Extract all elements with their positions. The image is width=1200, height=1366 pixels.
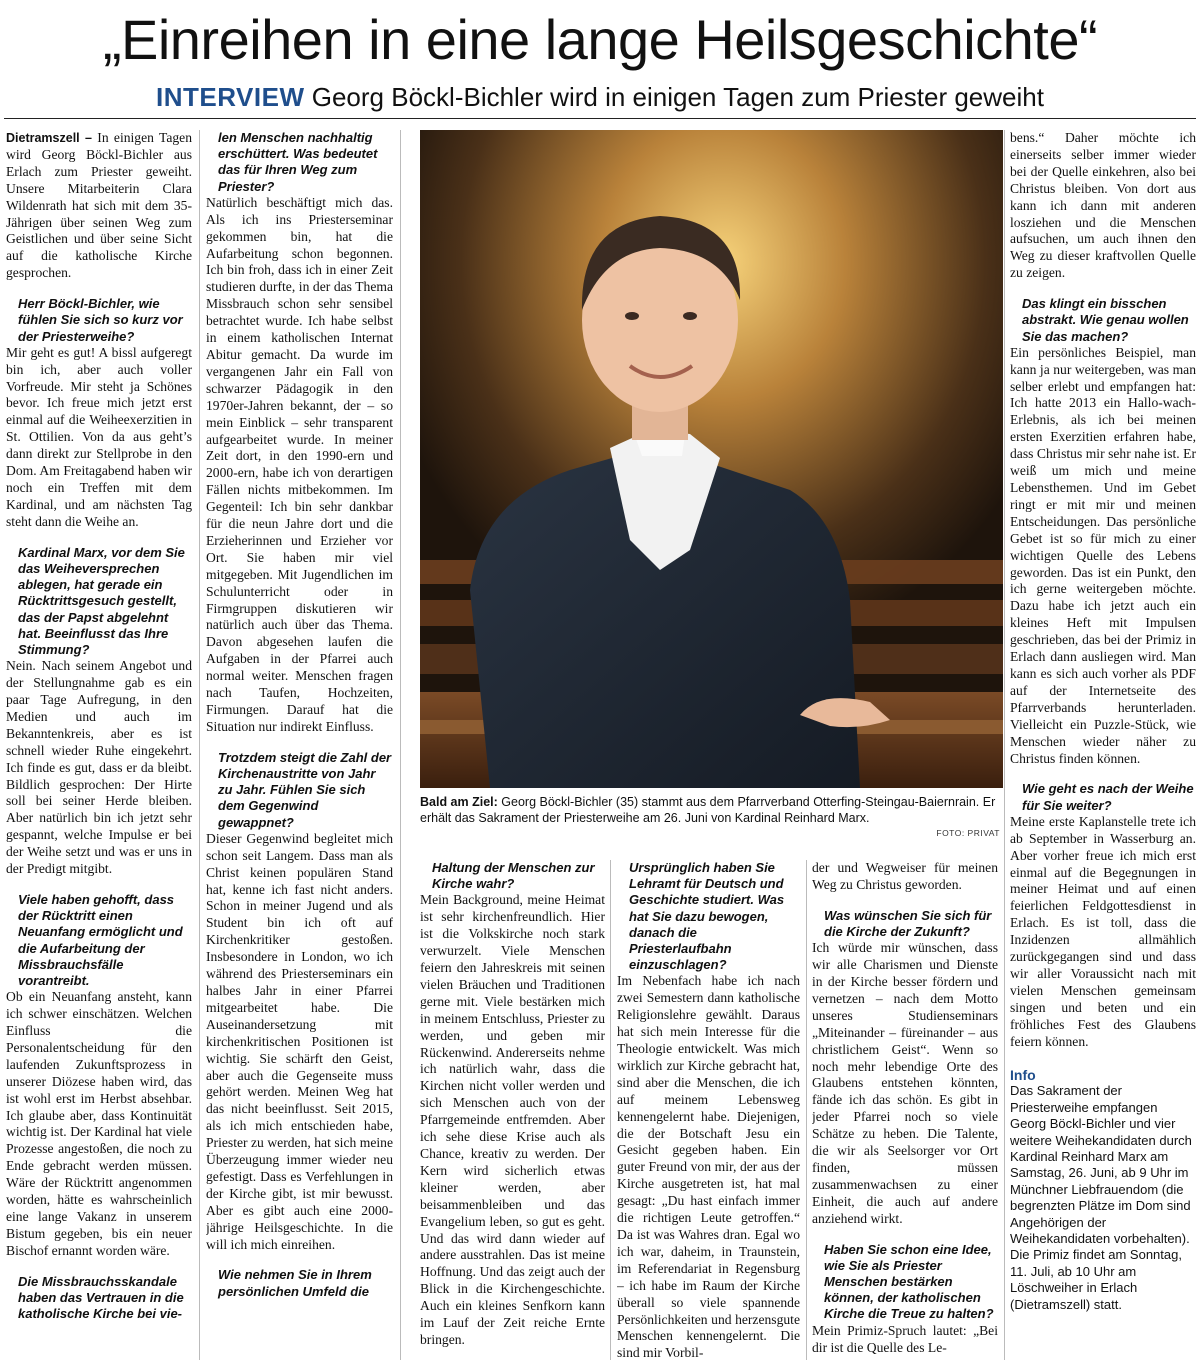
header-rule: [4, 118, 1196, 119]
intro: [6, 130, 192, 282]
column-2: [206, 130, 393, 1366]
answer: Natürlich beschäftigt mich das. Als ich ins Priesterseminar gekommen bin, hat die Aufarbeitung schon begonnen. Ich bin froh, dass ich in einer Zeit studieren durfte, in der das Thema Missbrauch schon sehr sensibel betrachtet wurde. Ich habe selbst in einem katholischen Internat Abitur gemacht. Da wurde im vergangenen Jahr ein Fall von schwarzer Pädagogik in den 1970er-Jahren bekannt, der – so mein Einblick – sehr transparent aufgearbeitet wurde. In meiner Zeit dort, in den 1990-ern und 2000-ern, habe ich von derartigen Fällen nichts mitbekommen. Im Gegenteil: Ich bin sehr dankbar für die neun Jahre dort und die Erzieherinnen und Erzieher vor Ort. Sie haben mir viel mitgegeben. Mit Jugendlichen im Schulunterricht oder in Firmgruppen diskutieren wir natürlich auch über das Thema. Davon abgesehen laufen die Aufgaben in der Pfarrei auch normal weiter. Menschen fragen nach Taufen, Hochzeiten, Firmungen. Darauf hat die Situation nur indirekt Einfluss.: [206, 194, 393, 734]
answer: Dieser Gegenwind begleitet mich schon seit Langem. Dass man als Christ keinen populären Stand hat, kenne ich fast nicht anders. Schon in meiner Jugend und als Student bin ich oft auf Kirchenkritiker gestoßen. Insbesondere in London, wo ich während des Priesterseminars ein halbes Jahr in einer Pfarrei mitgearbeitet habe. Die Auseinandersetzung mit kirchenkritischen Positionen ist wichtig. Sie schärft den Geist, aber auch die Gegenseite muss gehört werden. Meinen Weg hat das nicht beeinflusst. Seit 2015, als ich mich entschieden habe, Priester zu werden, hat sich meine Überzeugung immer wieder neu gefestigt. Dass es Verfehlungen in der Kirche gibt, ist mir bewusst. Aber es gibt auch eine 2000-jährige Heilsgeschichte. In die will ich mich einreihen.: [206, 830, 393, 1252]
question: Haltung der Menschen zur Kirche wahr?: [432, 860, 595, 892]
column-4: [617, 860, 800, 1366]
subheadline: [0, 80, 1200, 114]
question: Trotzdem steigt die Zahl der Kirchenaustritte von Jahr zu Jahr. Fühlen Sie sich dem Gegenwind gewappnet?: [218, 749, 392, 830]
column-3: [420, 860, 605, 1366]
column-separator: [806, 860, 807, 1360]
question: Das klingt ein bisschen abstrakt. Wie genau wollen Sie das machen?: [1022, 296, 1189, 344]
info-text: Das Sakrament der Priesterweihe empfangen Georg Böckl-Bichler und vier weitere Weihekandidaten durch Kardinal Reinhard Marx am Samstag, 26. Juni, ab 9 Uhr im Münchner Liebfrauendom (die begrenzten Plätze im Dom sind Angehörigen der Weihekandidaten vorbehalten). Die Primiz findet am Sonntag, 11. Juli, ab 10 Uhr am Löschweiher in Erlach (Dietramszell) statt.: [1010, 1083, 1192, 1312]
question: Wie nehmen Sie in Ihrem persönlichen Umfeld die: [218, 1267, 372, 1299]
info-heading: Info: [1010, 1066, 1036, 1083]
question: Ursprünglich haben Sie Lehramt für Deutsch und Geschichte studiert. Was hat Sie dazu bewogen, danach die Priesterlaufbahn einzuschlagen?: [629, 860, 785, 973]
answer: Mein Background, meine Heimat ist sehr kirchenfreundlich. Hier ist die Volkskirche noch stark verwurzelt. Viele Menschen feiern den Jahreskreis mit seinen vielen Bräuchen und Traditionen gerne mit. Viele bestärken mich in meinem Entschluss, Priester zu werden, und geben mir Rückenwind. Andererseits nehme ich natürlich wahr, dass die Kirchen nicht voller werden und sich Menschen auch von der Pfarrgemeinde entfremden. Aber ich sehe diese Krise auch als Chance, kreativ zu werden. Der Kern wird sicherlich etwas kleiner werden, aber beisammenbleiben und das Evangelium leben, so gut es geht. Und das wird dann wieder auf andere ausstrahlen. Das ist meine Hoffnung. Und das zeigt auch der Blick in die Kirchengeschichte. Auch ein kleines Senfkorn kann im Lauf der Zeit reiche Ernte bringen.: [420, 892, 605, 1347]
intro-text: In einigen Tagen wird Georg Böckl-Bichler aus Erlach zum Priester geweiht. Unsere Mitarbeiterin Clara Wildenrath hat sich mit dem 35-Jährigen über seinen Weg zum Geistlichen und über seine Sicht auf die katholische Kirche gesprochen.: [6, 130, 192, 281]
caption-text: Georg Böckl-Bichler (35) stammt aus dem Pfarrverband Otterfing-Steingau-Baiernrain. Er erhält das Sakrament der Priesterweihe am 26. Juni von Kardinal Reinhard Marx.: [420, 795, 996, 825]
question: Herr Böckl-Bichler, wie fühlen Sie sich so kurz vor der Priesterweihe?: [18, 296, 183, 344]
answer: Meine erste Kaplanstelle trete ich ab September in Wasserburg an. Aber vorher freue ich mich erst einmal auf die Begegnungen in meiner Heimat und auf einen feierlichen Feldgottesdienst in Erlach. Es ist toll, dass die Inzidenzen allmählich zurückgegangen sind und dass wir aller Voraussicht nach mit vielen Menschen gemeinsam singen und beten und ein fröhliches Fest des Glaubens feiern können.: [1010, 813, 1196, 1049]
answer: Ein persönliches Beispiel, man kann ja nur weitergeben, was man selber erlebt und empfangen hat: Ich hatte 2013 ein Hallo-wach-Erlebnis, als ich bei meinen ersten Exerzitien erfahren habe, dass Christus mir sehr nahe ist. Er weiß um mich und meine Lebensthemen. Und im Gebet ringt er mit mir und meinen Entscheidungen. Das persönliche Gebet ist so für mich zu einer wichtigen Quelle des Lebens geworden. Das ist ein Punkt, den ich gerne weitergeben möchte. Dazu habe ich jetzt auch ein kleines Heft mit Impulsen geschrieben, das bei der Primiz in Erlach dann ausliegen wird. Man kann es sich auch vorher als PDF auf der Internetseite des Pfarrverbands herunterladen. Vielleicht ein Puzzle-Stück, wie Menschen wieder näher zu Christus finden können.: [1010, 344, 1196, 766]
dateline: Dietramszell –: [6, 131, 92, 145]
column-5: [812, 860, 998, 1366]
answer: bens.“ Daher möchte ich einerseits selber immer wieder bei der Quelle einkehren, also bei Christus bleiben. Von dort aus kann ich dann mit anderen losziehen und die Menschen aufsuchen, um auch ihnen den Weg zu dieser kraftvollen Quelle zu zeigen.: [1010, 130, 1196, 281]
question: Wie geht es nach der Weihe für Sie weiter?: [1022, 781, 1194, 813]
answer: Mir geht es gut! A bissl aufgeregt bin ich, aber auch voller Vorfreude. Mir steht ja Schönes bevor. Ich freue mich jetzt erst einmal auf die Weiheexerzitien in St. Ottilien. Von da aus geht’s dann direkt zur Stellprobe in den Dom. Am Freitagabend haben wir noch ein Treffen mit dem Kardinal, und am nächsten Tag steht dann die Weihe an.: [6, 344, 192, 529]
kicker: INTERVIEW: [156, 82, 305, 112]
photo-credit: FOTO: PRIVAT: [936, 828, 1000, 838]
answer: Nein. Nach seinem Angebot und der Stellungnahme gab es ein paar Tage Aufregung, in den Medien und auch im Bekanntenkreis, aber es ist schnell wieder Ruhe eingekehrt. Ich finde es gut, dass er da bleibt. Bildlich gesprochen: Der Hirte soll bei seiner Herde bleiben. Aber natürlich bin ich jetzt sehr gespannt, welche Impulse er bei der Weihe setzt und was er uns in der Predigt mitgibt.: [6, 658, 192, 877]
column-separator: [400, 130, 401, 1360]
answer: der und Wegweiser für meinen Weg zu Christus geworden.: [812, 860, 998, 892]
question: Die Missbrauchsskandale haben das Vertrauen in die katholische Kirche bei vie-: [18, 1273, 184, 1322]
column-separator: [610, 860, 611, 1360]
question: Kardinal Marx, vor dem Sie das Weiheversprechen ablegen, hat gerade ein Rücktrittsgesuch gestellt, das der Papst abgelehnt hat. Beeinflusst das Ihre Stimmung?: [18, 544, 185, 657]
question: len Menschen nachhaltig erschüttert. Was bedeutet das für Ihren Weg zum Priester?: [218, 130, 378, 194]
column-6: [1010, 130, 1196, 1366]
question: Viele haben gehofft, dass der Rücktritt einen Neuanfang ermöglicht und die Aufarbeitung der Missbrauchsfälle vorantreibt.: [18, 891, 183, 988]
caption-lead: Bald am Ziel:: [420, 795, 498, 809]
answer: Mein Primiz-Spruch lautet: „Bei dir ist die Quelle des Le-: [812, 1322, 998, 1355]
photo-caption: [420, 794, 1003, 826]
column-separator: [199, 130, 200, 1360]
portrait-photo-illustration: [420, 130, 1003, 788]
portrait-photo: [420, 130, 1003, 788]
answer: Im Nebenfach habe ich nach zwei Semestern dann katholische Religionslehre gewählt. Daraus hat sich mein Interesse für die Theologie entwickelt. Was mich wirklich zur Kirche gebracht hat, sind aber die Menschen, die ich auf meinem Lebensweg kennengelernt habe. Diejenigen, die der Botschaft Jesu ein Gesicht gegeben haben. Ein guter Freund von mir, der aus der Kirche ausgetreten ist, hat mal gesagt: „Du hast einfach immer die richtigen Leute getroffen.“ Da ist was Wahres dran. Egal wo ich war, daheim, in Traunstein, im Referendariat in Regensburg – ich habe im Raum der Kirche überall so viele spannende Persönlichkeiten und herzensgute Menschen kennengelernt. Die sind mir Vorbil-: [617, 973, 800, 1361]
column-separator: [1004, 130, 1005, 1360]
answer: Ich würde mir wünschen, dass wir alle Charismen und Dienste in der Kirche besser fördern und vernetzen – nach dem Motto unseres Studienseminars „Miteinander – füreinander – aus christlichem Geist“. Wenn so noch mehr lebendige Orte des Glaubens entstehen könnten, fände ich das schön. Es gibt in jeder Pfarrei noch so viele Schätze zu heben. Die Talente, die wir als Seelsorger vor Ort finden, müssen zusammenwachsen zu einer Einheit, die auch auf andere anziehend wirkt.: [812, 940, 998, 1226]
headline: „Einreihen in eine lange Heilsgeschichte“: [102, 8, 1098, 71]
question: Was wünschen Sie sich für die Kirche der Zukunft?: [824, 907, 992, 940]
subheadline-text: Georg Böckl-Bichler wird in einigen Tagen zum Priester geweiht: [311, 82, 1044, 112]
question: Haben Sie schon eine Idee, wie Sie als Priester Menschen bestärken können, der katholischen Kirche die Treue zu halten?: [824, 1241, 994, 1322]
column-1: [6, 130, 192, 1366]
answer: Ob ein Neuanfang ansteht, kann ich schwer einschätzen. Welchen Einfluss die Personalentscheidung für den laufenden Zukunftsprozess in unserer Diözese haben wird, das ist wohl erst im Herbst absehbar. Ich glaube aber, dass Kontinuität wichtig ist. Der Kardinal hat viele Prozesse angestoßen, die noch zu Ende gebracht werden müssen. Wäre der Rücktritt angenommen worden, hätte es wahrscheinlich eine lange Vakanz in unserem Bistum gegeben, bis ein neuer Bischof ernannt worden wäre.: [6, 989, 192, 1258]
